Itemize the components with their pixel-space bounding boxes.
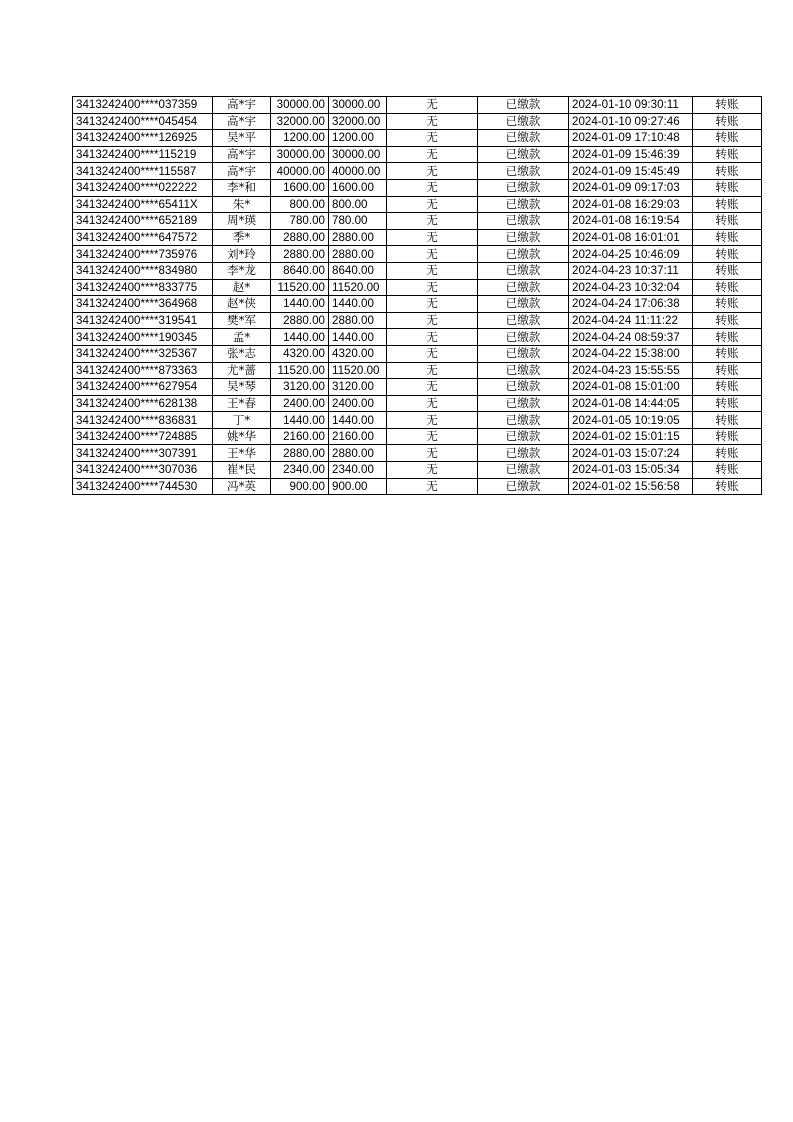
id-number-cell: 3413242400****833775 xyxy=(73,279,213,296)
amount-due-cell: 1440.00 xyxy=(271,296,329,313)
payer-name-cell: 朱* xyxy=(213,196,271,213)
amount-due-cell: 900.00 xyxy=(271,478,329,495)
payment-time-cell: 2024-01-05 10:19:05 xyxy=(569,412,693,429)
note-cell: 无 xyxy=(387,379,478,396)
payment-status-cell: 已缴款 xyxy=(478,196,569,213)
payment-time-cell: 2024-01-10 09:30:11 xyxy=(569,97,693,114)
payment-status-cell: 已缴款 xyxy=(478,329,569,346)
payment-method-cell: 转账 xyxy=(693,362,762,379)
amount-paid-cell: 32000.00 xyxy=(329,113,387,130)
payment-time-cell: 2024-01-03 15:07:24 xyxy=(569,445,693,462)
amount-paid-cell: 1600.00 xyxy=(329,179,387,196)
amount-paid-cell: 1200.00 xyxy=(329,130,387,147)
payment-status-cell: 已缴款 xyxy=(478,462,569,479)
payment-method-cell: 转账 xyxy=(693,262,762,279)
amount-paid-cell: 2880.00 xyxy=(329,246,387,263)
amount-paid-cell: 900.00 xyxy=(329,478,387,495)
payment-time-cell: 2024-04-23 15:55:55 xyxy=(569,362,693,379)
amount-paid-cell: 40000.00 xyxy=(329,163,387,180)
payer-name-cell: 高*宇 xyxy=(213,97,271,114)
payment-status-cell: 已缴款 xyxy=(478,412,569,429)
payment-status-cell: 已缴款 xyxy=(478,97,569,114)
table-row xyxy=(73,312,762,329)
payer-name-cell: 赵* xyxy=(213,279,271,296)
payer-name-cell: 丁* xyxy=(213,412,271,429)
payment-time-cell: 2024-01-10 09:27:46 xyxy=(569,113,693,130)
id-number-cell: 3413242400****190345 xyxy=(73,329,213,346)
payer-name-cell: 李*龙 xyxy=(213,262,271,279)
amount-paid-cell: 2880.00 xyxy=(329,312,387,329)
note-cell: 无 xyxy=(387,345,478,362)
payer-name-cell: 李*和 xyxy=(213,179,271,196)
payment-time-cell: 2024-04-24 08:59:37 xyxy=(569,329,693,346)
payer-name-cell: 刘*玲 xyxy=(213,246,271,263)
payment-status-cell: 已缴款 xyxy=(478,213,569,230)
amount-due-cell: 2400.00 xyxy=(271,395,329,412)
payment-method-cell: 转账 xyxy=(693,478,762,495)
payment-status-cell: 已缴款 xyxy=(478,445,569,462)
amount-paid-cell: 2340.00 xyxy=(329,462,387,479)
payment-status-cell: 已缴款 xyxy=(478,262,569,279)
table-row xyxy=(73,113,762,130)
table-row xyxy=(73,379,762,396)
payer-name-cell: 季* xyxy=(213,229,271,246)
payment-status-cell: 已缴款 xyxy=(478,163,569,180)
note-cell: 无 xyxy=(387,462,478,479)
id-number-cell: 3413242400****627954 xyxy=(73,379,213,396)
payment-time-cell: 2024-04-22 15:38:00 xyxy=(569,345,693,362)
table-row xyxy=(73,345,762,362)
payment-time-cell: 2024-01-09 17:10:48 xyxy=(569,130,693,147)
amount-due-cell: 32000.00 xyxy=(271,113,329,130)
payment-status-cell: 已缴款 xyxy=(478,395,569,412)
id-number-cell: 3413242400****647572 xyxy=(73,229,213,246)
table-row xyxy=(73,262,762,279)
note-cell: 无 xyxy=(387,296,478,313)
note-cell: 无 xyxy=(387,362,478,379)
amount-due-cell: 2880.00 xyxy=(271,229,329,246)
id-number-cell: 3413242400****319541 xyxy=(73,312,213,329)
table-row xyxy=(73,478,762,495)
payment-method-cell: 转账 xyxy=(693,462,762,479)
amount-due-cell: 800.00 xyxy=(271,196,329,213)
payment-time-cell: 2024-04-24 11:11:22 xyxy=(569,312,693,329)
amount-due-cell: 2880.00 xyxy=(271,246,329,263)
payment-status-cell: 已缴款 xyxy=(478,312,569,329)
payment-method-cell: 转账 xyxy=(693,379,762,396)
note-cell: 无 xyxy=(387,196,478,213)
table-row xyxy=(73,229,762,246)
payment-status-cell: 已缴款 xyxy=(478,113,569,130)
id-number-cell: 3413242400****724885 xyxy=(73,428,213,445)
amount-paid-cell: 800.00 xyxy=(329,196,387,213)
payment-method-cell: 转账 xyxy=(693,329,762,346)
payer-name-cell: 冯*英 xyxy=(213,478,271,495)
payment-time-cell: 2024-01-09 15:45:49 xyxy=(569,163,693,180)
payment-method-cell: 转账 xyxy=(693,428,762,445)
amount-paid-cell: 30000.00 xyxy=(329,97,387,114)
amount-due-cell: 40000.00 xyxy=(271,163,329,180)
amount-paid-cell: 1440.00 xyxy=(329,412,387,429)
payment-time-cell: 2024-01-02 15:01:15 xyxy=(569,428,693,445)
table-row xyxy=(73,246,762,263)
table-row xyxy=(73,213,762,230)
amount-due-cell: 8640.00 xyxy=(271,262,329,279)
payer-name-cell: 吴*平 xyxy=(213,130,271,147)
note-cell: 无 xyxy=(387,279,478,296)
amount-paid-cell: 4320.00 xyxy=(329,345,387,362)
table-row xyxy=(73,329,762,346)
note-cell: 无 xyxy=(387,213,478,230)
payer-name-cell: 赵*侠 xyxy=(213,296,271,313)
payment-method-cell: 转账 xyxy=(693,246,762,263)
note-cell: 无 xyxy=(387,428,478,445)
id-number-cell: 3413242400****045454 xyxy=(73,113,213,130)
id-number-cell: 3413242400****364968 xyxy=(73,296,213,313)
id-number-cell: 3413242400****325367 xyxy=(73,345,213,362)
id-number-cell: 3413242400****834980 xyxy=(73,262,213,279)
payment-method-cell: 转账 xyxy=(693,229,762,246)
note-cell: 无 xyxy=(387,179,478,196)
table-row xyxy=(73,412,762,429)
note-cell: 无 xyxy=(387,445,478,462)
id-number-cell: 3413242400****307391 xyxy=(73,445,213,462)
table-row xyxy=(73,146,762,163)
amount-due-cell: 2340.00 xyxy=(271,462,329,479)
note-cell: 无 xyxy=(387,329,478,346)
payment-method-cell: 转账 xyxy=(693,113,762,130)
note-cell: 无 xyxy=(387,395,478,412)
payment-method-cell: 转账 xyxy=(693,130,762,147)
table-row xyxy=(73,462,762,479)
id-number-cell: 3413242400****126925 xyxy=(73,130,213,147)
note-cell: 无 xyxy=(387,478,478,495)
note-cell: 无 xyxy=(387,97,478,114)
id-number-cell: 3413242400****652189 xyxy=(73,213,213,230)
amount-paid-cell: 780.00 xyxy=(329,213,387,230)
id-number-cell: 3413242400****65411X xyxy=(73,196,213,213)
id-number-cell: 3413242400****037359 xyxy=(73,97,213,114)
payment-time-cell: 2024-04-24 17:06:38 xyxy=(569,296,693,313)
payment-time-cell: 2024-01-08 14:44:05 xyxy=(569,395,693,412)
payment-status-cell: 已缴款 xyxy=(478,146,569,163)
amount-due-cell: 1440.00 xyxy=(271,329,329,346)
table-row xyxy=(73,428,762,445)
payment-method-cell: 转账 xyxy=(693,179,762,196)
id-number-cell: 3413242400****022222 xyxy=(73,179,213,196)
payer-name-cell: 张*志 xyxy=(213,345,271,362)
id-number-cell: 3413242400****307036 xyxy=(73,462,213,479)
amount-due-cell: 2880.00 xyxy=(271,445,329,462)
amount-paid-cell: 2880.00 xyxy=(329,229,387,246)
payment-status-cell: 已缴款 xyxy=(478,296,569,313)
payment-method-cell: 转账 xyxy=(693,296,762,313)
amount-due-cell: 30000.00 xyxy=(271,146,329,163)
note-cell: 无 xyxy=(387,113,478,130)
table-row xyxy=(73,296,762,313)
id-number-cell: 3413242400****115219 xyxy=(73,146,213,163)
table-row xyxy=(73,196,762,213)
note-cell: 无 xyxy=(387,412,478,429)
payment-method-cell: 转账 xyxy=(693,345,762,362)
amount-due-cell: 2160.00 xyxy=(271,428,329,445)
note-cell: 无 xyxy=(387,229,478,246)
payer-name-cell: 姚*华 xyxy=(213,428,271,445)
payment-status-cell: 已缴款 xyxy=(478,428,569,445)
amount-due-cell: 4320.00 xyxy=(271,345,329,362)
payment-method-cell: 转账 xyxy=(693,196,762,213)
amount-paid-cell: 1440.00 xyxy=(329,329,387,346)
payment-method-cell: 转账 xyxy=(693,395,762,412)
amount-due-cell: 1440.00 xyxy=(271,412,329,429)
id-number-cell: 3413242400****744530 xyxy=(73,478,213,495)
payer-name-cell: 崔*民 xyxy=(213,462,271,479)
payment-time-cell: 2024-01-09 09:17:03 xyxy=(569,179,693,196)
payment-method-cell: 转账 xyxy=(693,445,762,462)
payer-name-cell: 孟* xyxy=(213,329,271,346)
table-row xyxy=(73,445,762,462)
payer-name-cell: 高*宇 xyxy=(213,146,271,163)
amount-paid-cell: 11520.00 xyxy=(329,279,387,296)
payment-method-cell: 转账 xyxy=(693,163,762,180)
note-cell: 无 xyxy=(387,246,478,263)
note-cell: 无 xyxy=(387,163,478,180)
payment-status-cell: 已缴款 xyxy=(478,130,569,147)
amount-paid-cell: 2880.00 xyxy=(329,445,387,462)
id-number-cell: 3413242400****735976 xyxy=(73,246,213,263)
id-number-cell: 3413242400****873363 xyxy=(73,362,213,379)
amount-paid-cell: 2400.00 xyxy=(329,395,387,412)
payment-time-cell: 2024-04-25 10:46:09 xyxy=(569,246,693,263)
payment-method-cell: 转账 xyxy=(693,97,762,114)
payment-time-cell: 2024-01-09 15:46:39 xyxy=(569,146,693,163)
amount-due-cell: 1600.00 xyxy=(271,179,329,196)
amount-paid-cell: 2160.00 xyxy=(329,428,387,445)
amount-paid-cell: 11520.00 xyxy=(329,362,387,379)
amount-due-cell: 11520.00 xyxy=(271,279,329,296)
payer-name-cell: 高*宇 xyxy=(213,113,271,130)
payment-time-cell: 2024-01-08 16:19:54 xyxy=(569,213,693,230)
payment-method-cell: 转账 xyxy=(693,412,762,429)
note-cell: 无 xyxy=(387,146,478,163)
table-row xyxy=(73,130,762,147)
payment-status-cell: 已缴款 xyxy=(478,345,569,362)
payer-name-cell: 尤*蔷 xyxy=(213,362,271,379)
amount-due-cell: 30000.00 xyxy=(271,97,329,114)
payer-name-cell: 王*春 xyxy=(213,395,271,412)
amount-paid-cell: 8640.00 xyxy=(329,262,387,279)
payment-status-cell: 已缴款 xyxy=(478,379,569,396)
payment-records-table xyxy=(72,96,762,495)
amount-due-cell: 3120.00 xyxy=(271,379,329,396)
payment-status-cell: 已缴款 xyxy=(478,179,569,196)
table-row xyxy=(73,163,762,180)
payment-status-cell: 已缴款 xyxy=(478,362,569,379)
table-body xyxy=(73,97,762,495)
payment-status-cell: 已缴款 xyxy=(478,478,569,495)
table-row xyxy=(73,279,762,296)
payment-time-cell: 2024-01-08 16:01:01 xyxy=(569,229,693,246)
note-cell: 无 xyxy=(387,130,478,147)
table-row xyxy=(73,97,762,114)
table-row xyxy=(73,179,762,196)
payer-name-cell: 吴*琴 xyxy=(213,379,271,396)
payment-method-cell: 转账 xyxy=(693,312,762,329)
note-cell: 无 xyxy=(387,312,478,329)
table-row xyxy=(73,395,762,412)
payment-status-cell: 已缴款 xyxy=(478,229,569,246)
table-row xyxy=(73,362,762,379)
payer-name-cell: 周*瑛 xyxy=(213,213,271,230)
note-cell: 无 xyxy=(387,262,478,279)
id-number-cell: 3413242400****836831 xyxy=(73,412,213,429)
payment-time-cell: 2024-04-23 10:32:04 xyxy=(569,279,693,296)
id-number-cell: 3413242400****115587 xyxy=(73,163,213,180)
payment-time-cell: 2024-01-03 15:05:34 xyxy=(569,462,693,479)
amount-paid-cell: 3120.00 xyxy=(329,379,387,396)
payer-name-cell: 王*华 xyxy=(213,445,271,462)
amount-due-cell: 1200.00 xyxy=(271,130,329,147)
payment-time-cell: 2024-04-23 10:37:11 xyxy=(569,262,693,279)
payment-method-cell: 转账 xyxy=(693,146,762,163)
payment-time-cell: 2024-01-08 16:29:03 xyxy=(569,196,693,213)
payer-name-cell: 樊*军 xyxy=(213,312,271,329)
amount-due-cell: 2880.00 xyxy=(271,312,329,329)
amount-paid-cell: 1440.00 xyxy=(329,296,387,313)
amount-due-cell: 11520.00 xyxy=(271,362,329,379)
amount-paid-cell: 30000.00 xyxy=(329,146,387,163)
payment-status-cell: 已缴款 xyxy=(478,246,569,263)
payment-method-cell: 转账 xyxy=(693,279,762,296)
payment-method-cell: 转账 xyxy=(693,213,762,230)
payment-status-cell: 已缴款 xyxy=(478,279,569,296)
id-number-cell: 3413242400****628138 xyxy=(73,395,213,412)
payer-name-cell: 高*宇 xyxy=(213,163,271,180)
payment-time-cell: 2024-01-08 15:01:00 xyxy=(569,379,693,396)
amount-due-cell: 780.00 xyxy=(271,213,329,230)
payment-time-cell: 2024-01-02 15:56:58 xyxy=(569,478,693,495)
